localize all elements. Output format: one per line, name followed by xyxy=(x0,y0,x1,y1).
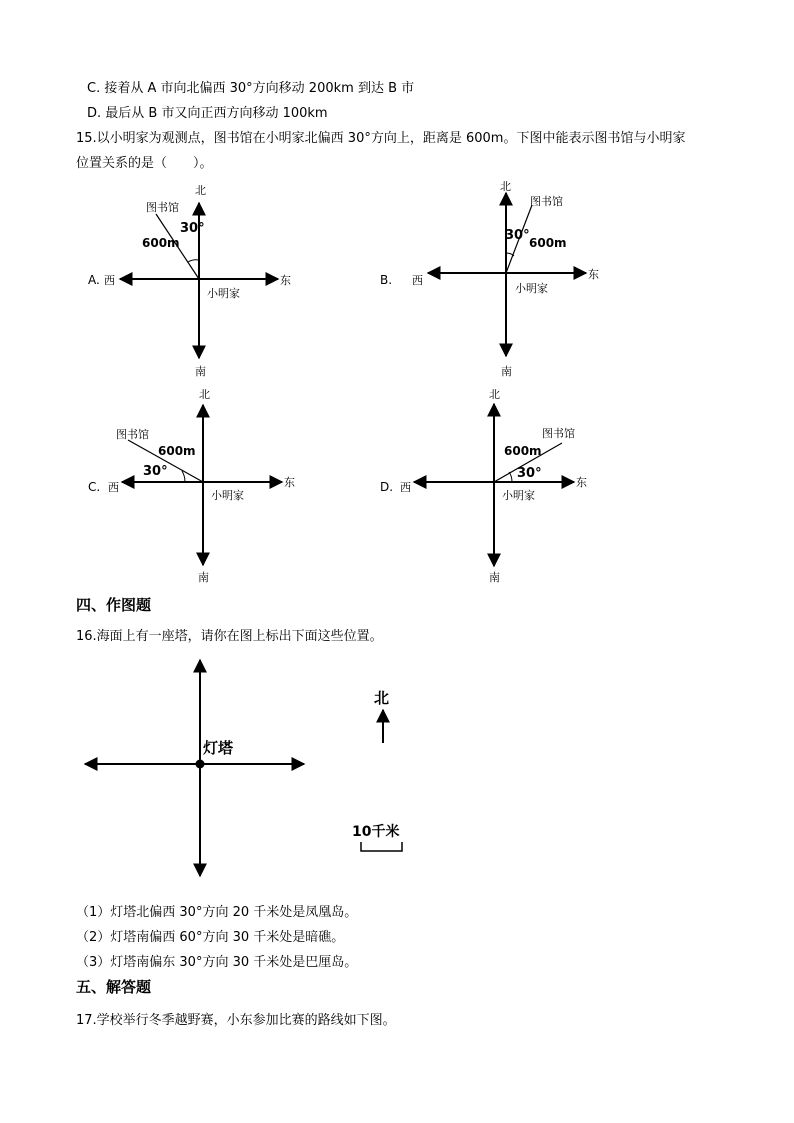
home-label: 小明家 xyxy=(515,282,548,295)
q14-option-d: D. 最后从 B 市又向正西方向移动 100km xyxy=(87,106,328,121)
q16-stem: 16.海面上有一座塔，请你在图上标出下面这些位置。 xyxy=(76,629,383,644)
west-label: 西 xyxy=(412,274,423,287)
q16-item-1: （1）灯塔北偏西 30°方向 20 千米处是凤凰岛。 xyxy=(76,905,358,920)
angle-label: 30° xyxy=(143,464,168,479)
south-label: 南 xyxy=(489,571,500,584)
section-5-title: 五、解答题 xyxy=(76,978,152,996)
angle-label: 30° xyxy=(180,221,205,236)
option-label-a: A. xyxy=(88,273,100,287)
west-label: 西 xyxy=(400,481,411,494)
library-label: 图书馆 xyxy=(116,428,149,441)
angle-label: 30° xyxy=(517,466,542,481)
q15-option-d-figure xyxy=(380,388,587,584)
north-indicator-label: 北 xyxy=(374,689,390,707)
south-label: 南 xyxy=(198,571,209,584)
north-label: 北 xyxy=(500,180,511,193)
library-label: 图书馆 xyxy=(542,427,575,440)
q15-stem-line2: 位置关系的是（ ）。 xyxy=(76,156,213,171)
west-label: 西 xyxy=(104,274,115,287)
q15-stem-line1: 15.以小明家为观测点，图书馆在小明家北偏西 30°方向上，距离是 600m。下图中能表示图书馆与小明家 xyxy=(76,131,686,146)
angle-arc xyxy=(182,471,185,482)
option-label-b: B. xyxy=(380,273,393,287)
scale-bar xyxy=(361,842,402,851)
lighthouse-label: 灯塔 xyxy=(203,739,234,757)
angle-arc xyxy=(188,260,199,262)
home-label: 小明家 xyxy=(207,287,240,300)
distance-label: 600m xyxy=(142,236,180,250)
south-label: 南 xyxy=(195,365,206,378)
angle-label: 30° xyxy=(505,228,530,243)
east-label: 东 xyxy=(576,476,587,489)
east-label: 东 xyxy=(588,268,599,281)
q16-lighthouse-figure xyxy=(85,660,402,876)
q16-item-2: （2）灯塔南偏西 60°方向 30 千米处是暗礁。 xyxy=(76,930,345,945)
angle-arc xyxy=(509,472,512,482)
north-label: 北 xyxy=(489,388,500,401)
library-label: 图书馆 xyxy=(146,201,179,214)
west-label: 西 xyxy=(108,481,119,494)
home-label: 小明家 xyxy=(211,489,244,502)
library-label: 图书馆 xyxy=(530,195,563,208)
east-label: 东 xyxy=(280,274,291,287)
q15-option-b-figure xyxy=(380,180,599,378)
lighthouse-dot xyxy=(196,760,205,769)
scale-label: 10千米 xyxy=(352,824,400,840)
option-label-c: C. xyxy=(88,480,101,494)
distance-label: 600m xyxy=(529,236,567,250)
q16-item-3: （3）灯塔南偏东 30°方向 30 千米处是巴厘岛。 xyxy=(76,955,358,970)
q14-option-c: C. 接着从 A 市向北偏西 30°方向移动 200km 到达 B 市 xyxy=(87,81,415,96)
north-label: 北 xyxy=(199,388,210,401)
option-label-d: D. xyxy=(380,480,394,494)
north-label: 北 xyxy=(195,184,206,197)
section-4-title: 四、作图题 xyxy=(76,596,152,614)
angle-arc xyxy=(506,253,514,256)
south-label: 南 xyxy=(501,365,512,378)
distance-label: 600m xyxy=(158,444,196,458)
q15-option-a-figure xyxy=(88,184,291,378)
q15-option-c-figure xyxy=(88,388,295,584)
distance-label: 600m xyxy=(504,444,542,458)
q17-stem: 17.学校举行冬季越野赛，小东参加比赛的路线如下图。 xyxy=(76,1013,396,1028)
east-label: 东 xyxy=(284,476,295,489)
home-label: 小明家 xyxy=(502,489,535,502)
